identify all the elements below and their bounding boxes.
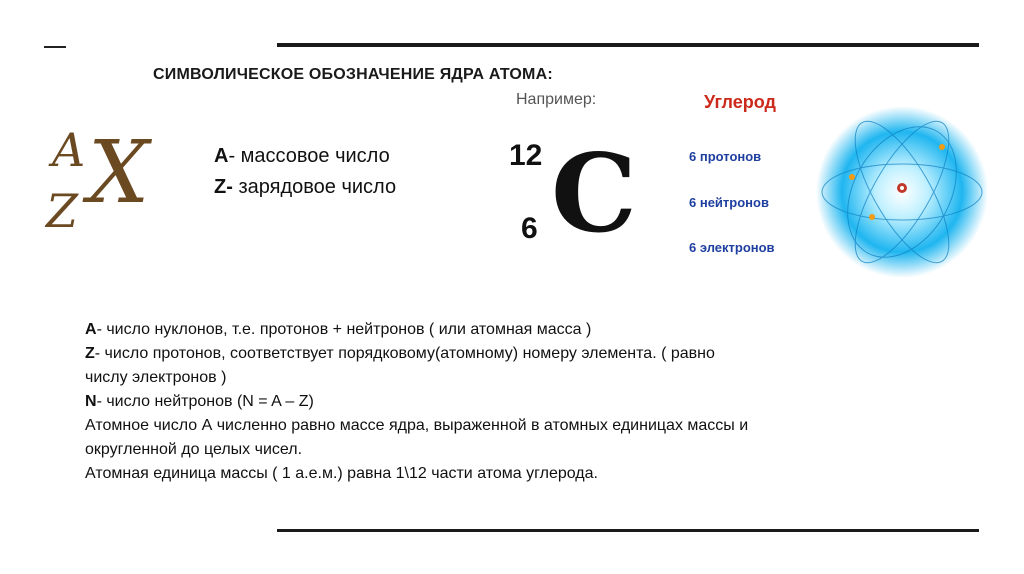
text-line bbox=[85, 438, 965, 462]
definition-symbol: А bbox=[214, 145, 229, 167]
text-line bbox=[85, 342, 965, 366]
definition-text: - массовое число bbox=[228, 145, 390, 167]
notation-charge-symbol: Z bbox=[46, 184, 78, 238]
text-line bbox=[85, 462, 965, 486]
text-line bbox=[85, 414, 965, 438]
line-text: - число нуклонов, т.е. протонов + нейтронов ( или атомная масса ) bbox=[96, 321, 592, 338]
definition-symbol: Z- bbox=[214, 176, 233, 198]
example-label: Например: bbox=[516, 91, 597, 108]
line-lead: А bbox=[85, 321, 97, 338]
carbon-electrons: 6 электронов bbox=[689, 240, 775, 255]
line-text: - число протонов, соответствует порядковому(атомному) номеру элемента. ( равно bbox=[94, 345, 715, 362]
line-text: Атомная единица массы ( 1 а.е.м.) равна 1\12 части атома углерода. bbox=[85, 465, 598, 482]
carbon-protons: 6 протонов bbox=[689, 149, 762, 164]
explanation-text bbox=[85, 318, 965, 486]
line-text: округленной до целых чисел. bbox=[85, 441, 303, 458]
carbon-title: Углерод bbox=[704, 92, 776, 112]
line-lead: N bbox=[85, 393, 97, 410]
line-lead: Z bbox=[85, 345, 95, 362]
top-rule bbox=[277, 43, 979, 47]
slide-title: СИМВОЛИЧЕСКОЕ ОБОЗНАЧЕНИЕ ЯДРА АТОМА: bbox=[153, 66, 553, 83]
definition-text: зарядовое число bbox=[232, 176, 397, 198]
electron bbox=[939, 144, 945, 150]
line-text: числу электронов ) bbox=[85, 369, 227, 386]
bottom-rule bbox=[277, 529, 979, 532]
example-charge-number: 6 bbox=[521, 212, 538, 245]
line-text: Атомное число А численно равно массе ядра, выраженной в атомных единицах массы и bbox=[85, 417, 749, 434]
example-element-symbol: C bbox=[551, 131, 637, 257]
text-line bbox=[85, 318, 965, 342]
atom-illustration bbox=[812, 102, 992, 282]
notation-mass-symbol: A bbox=[52, 123, 86, 177]
corner-dash bbox=[44, 46, 66, 48]
example-mass-number: 12 bbox=[509, 139, 543, 172]
text-line bbox=[85, 390, 965, 414]
definition-charge-number bbox=[214, 176, 396, 199]
line-text: - число нейтронов (N = A – Z) bbox=[96, 393, 314, 410]
text-line bbox=[85, 366, 965, 390]
notation-element-symbol: X bbox=[88, 123, 150, 223]
electron bbox=[849, 174, 855, 180]
carbon-neutrons: 6 нейтронов bbox=[689, 195, 769, 210]
electron bbox=[869, 214, 875, 220]
definition-mass-number bbox=[214, 145, 390, 168]
